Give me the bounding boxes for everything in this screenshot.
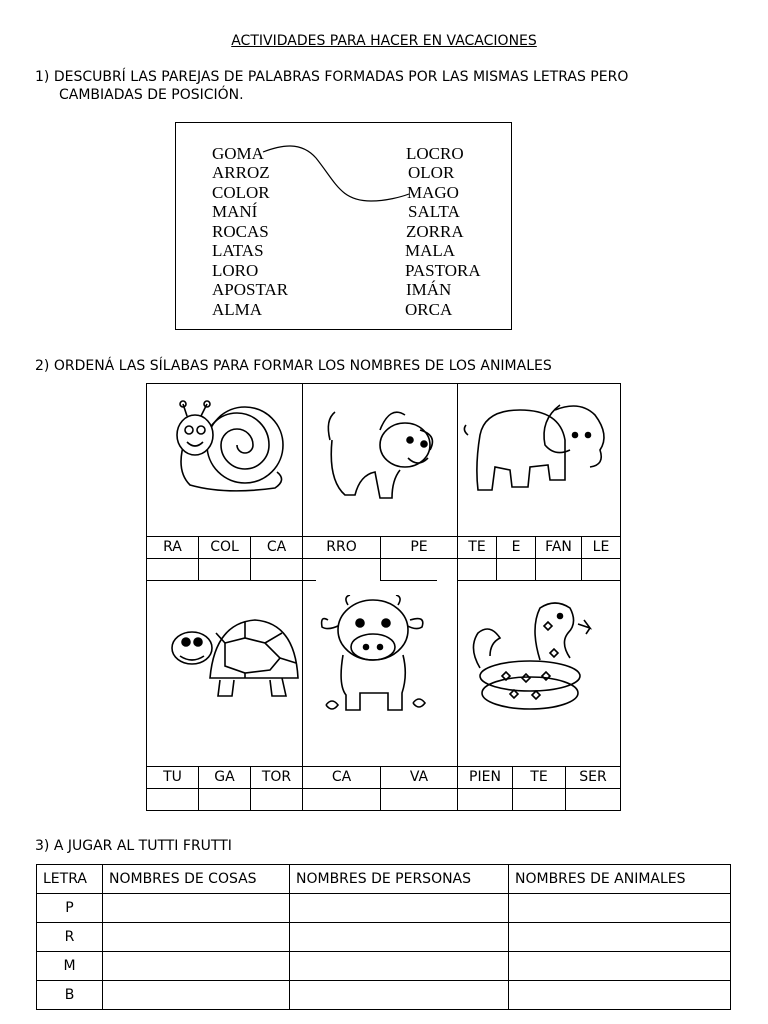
table-row — [37, 952, 731, 981]
left-word: ROCAS — [212, 222, 269, 241]
answer-cell[interactable] — [509, 981, 731, 1010]
syllable: TU — [163, 769, 182, 785]
syllable: CA — [331, 769, 352, 785]
column-header: NOMBRES DE ANIMALES — [509, 865, 731, 894]
syllable: CA — [266, 539, 287, 555]
question-1-line-2: CAMBIADAS DE POSICIÓN. — [59, 87, 244, 103]
dog-icon — [320, 400, 440, 505]
right-word: MAGO — [407, 183, 459, 202]
syllable: COL — [210, 539, 239, 555]
syllable: PIEN — [469, 769, 501, 785]
left-word: ARROZ — [212, 163, 270, 182]
cow-icon — [318, 595, 438, 725]
syllable: E — [511, 539, 521, 555]
answer-cell[interactable] — [103, 981, 290, 1010]
syllable: GA — [214, 769, 235, 785]
table-row — [37, 923, 731, 952]
table-row — [37, 981, 731, 1010]
answer-cell[interactable] — [103, 894, 290, 923]
page-title: ACTIVIDADES PARA HACER EN VACACIONES — [231, 33, 537, 49]
table-header-row — [37, 865, 731, 894]
right-word: ZORRA — [406, 222, 464, 241]
column-header: LETRA — [37, 865, 103, 894]
syllable: TOR — [261, 769, 292, 785]
question-2-heading: 2) ORDENÁ LAS SÍLABAS PARA FORMAR LOS NOMBRES DE LOS ANIMALES — [35, 358, 552, 374]
answer-cell[interactable] — [290, 894, 509, 923]
right-word: ORCA — [405, 300, 453, 319]
answer-cell[interactable] — [509, 923, 731, 952]
right-word: SALTA — [408, 202, 460, 221]
letter-cell: P — [37, 894, 103, 923]
syllable: PE — [410, 539, 428, 555]
left-word: APOSTAR — [212, 280, 289, 299]
answer-cell[interactable] — [290, 952, 509, 981]
syllable: SER — [579, 769, 607, 785]
turtle-icon — [170, 608, 300, 703]
snail-icon — [165, 400, 290, 500]
question-3-heading: 3) A JUGAR AL TUTTI FRUTTI — [35, 838, 232, 854]
letter-cell: B — [37, 981, 103, 1010]
syllable: RRO — [326, 539, 357, 555]
answer-cell[interactable] — [509, 952, 731, 981]
syllable: TE — [530, 769, 548, 785]
answer-cell[interactable] — [290, 981, 509, 1010]
left-word: LORO — [212, 261, 259, 280]
table-row — [37, 894, 731, 923]
right-word: OLOR — [408, 163, 455, 182]
right-word: IMÁN — [406, 280, 452, 299]
syllable: LE — [592, 539, 610, 555]
column-header: NOMBRES DE PERSONAS — [290, 865, 509, 894]
answer-cell[interactable] — [509, 894, 731, 923]
left-word: COLOR — [212, 183, 270, 202]
column-header: NOMBRES DE COSAS — [103, 865, 290, 894]
right-word: PASTORA — [405, 261, 481, 280]
syllable: RA — [163, 539, 182, 555]
question-1-line-1: 1) DESCUBRÍ LAS PAREJAS DE PALABRAS FORMADAS POR LAS MISMAS LETRAS PERO — [35, 69, 629, 85]
syllable: FAN — [545, 539, 572, 555]
answer-cell[interactable] — [103, 923, 290, 952]
syllable: TE — [468, 539, 486, 555]
elephant-icon — [460, 395, 615, 505]
left-word: MANÍ — [212, 202, 258, 221]
tutti-frutti-table — [36, 864, 731, 1010]
snake-icon — [460, 598, 600, 713]
right-word: LOCRO — [406, 144, 464, 163]
answer-cell[interactable] — [103, 952, 290, 981]
left-word: ALMA — [212, 300, 263, 319]
answer-cell[interactable] — [290, 923, 509, 952]
left-word: LATAS — [212, 241, 264, 260]
syllable: VA — [409, 769, 429, 785]
letter-cell: R — [37, 923, 103, 952]
answer-row-bottom[interactable] — [147, 789, 620, 810]
right-word: MALA — [405, 241, 456, 260]
answer-row-top[interactable] — [147, 559, 620, 580]
left-word: GOMA — [212, 144, 264, 163]
letter-cell: M — [37, 952, 103, 981]
